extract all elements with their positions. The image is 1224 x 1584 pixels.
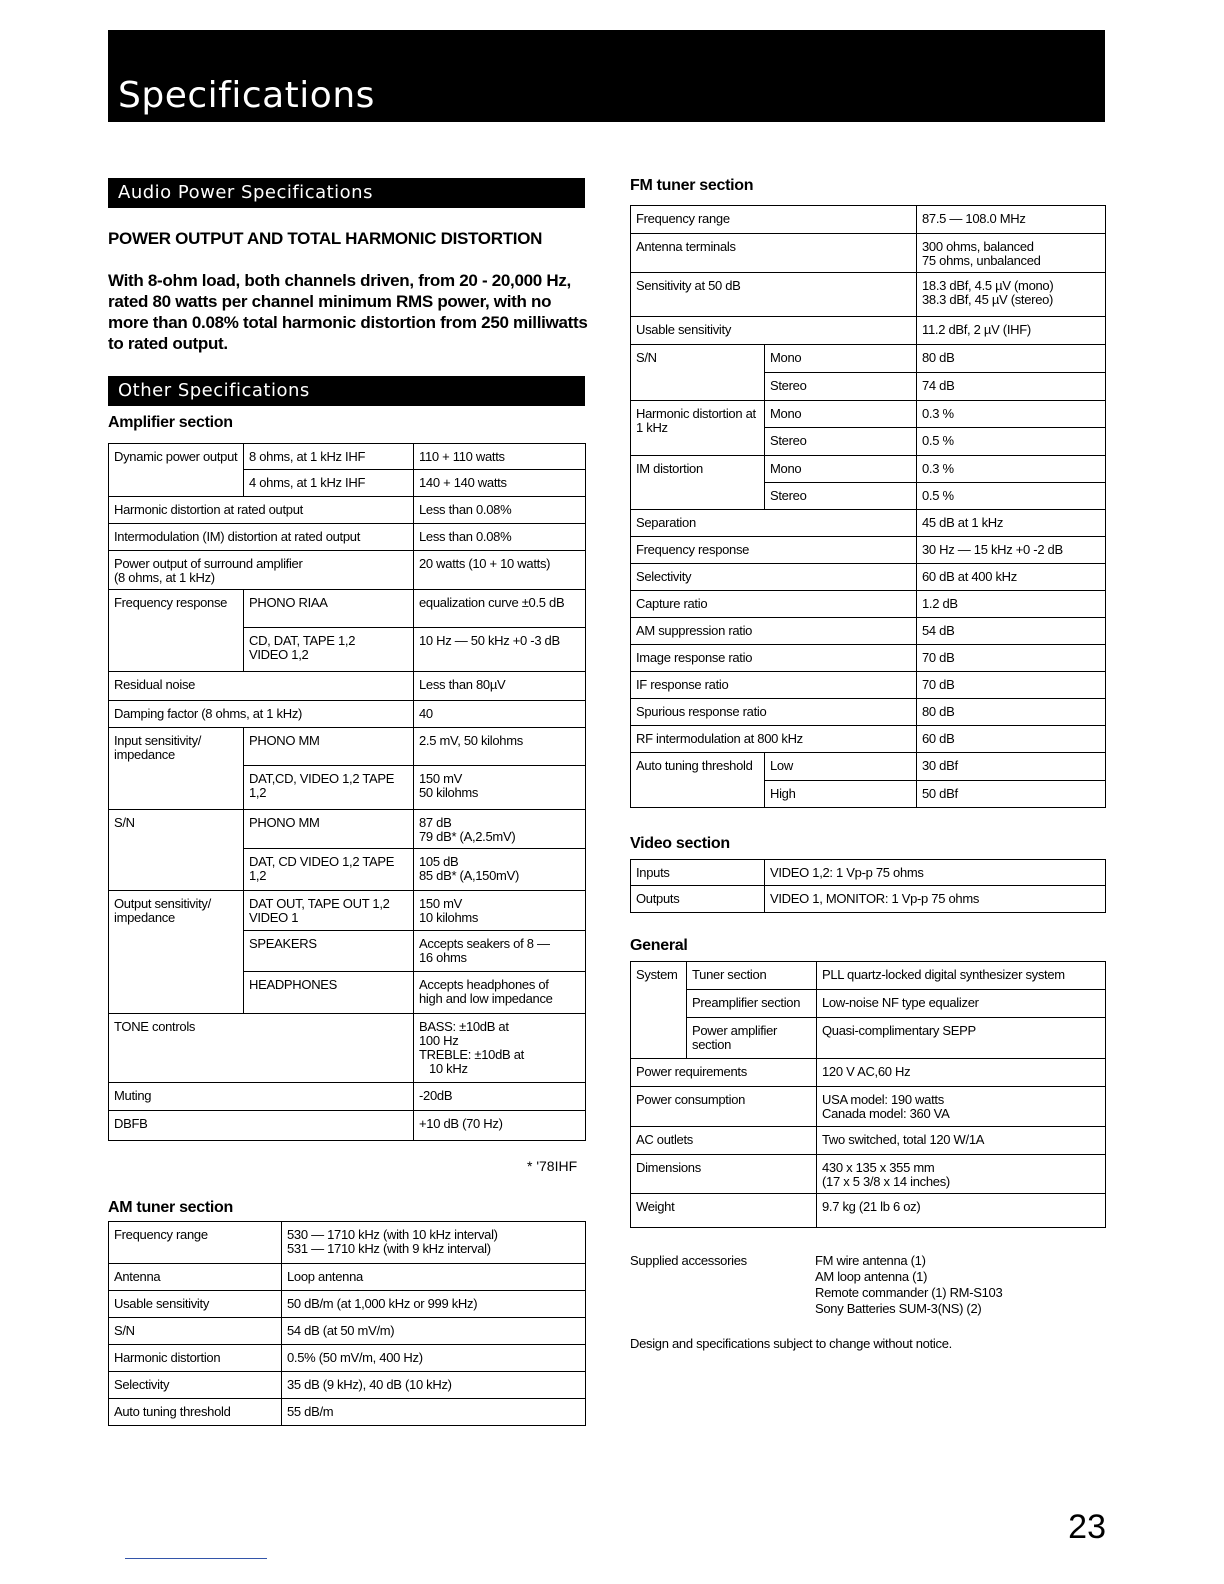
audio-power-bar: Audio Power Specifications xyxy=(108,178,585,208)
list-item: FM wire antenna (1) xyxy=(815,1253,926,1268)
table-cell xyxy=(414,891,586,931)
table-cell: Weight xyxy=(631,1194,817,1228)
table-cell: High xyxy=(765,781,917,808)
table-cell: 140 + 140 watts xyxy=(414,470,586,497)
table-cell: AM suppression ratio xyxy=(631,618,917,645)
table-cell: Harmonic distortion at rated output xyxy=(109,497,414,524)
table-cell: PHONO MM xyxy=(244,810,414,849)
bottom-rule xyxy=(125,1558,267,1559)
table-cell: VIDEO 1, MONITOR: 1 Vp-p 75 ohms xyxy=(765,886,1106,913)
ihf-footnote: * '78IHF xyxy=(527,1158,578,1174)
cell-line: 50 kilohms xyxy=(419,785,479,800)
table-cell xyxy=(244,628,414,672)
table-cell: S/N xyxy=(109,810,244,891)
table-cell: Frequency range xyxy=(631,206,917,234)
cell-line: 16 ohms xyxy=(419,950,467,965)
table-cell: DBFB xyxy=(109,1111,414,1141)
table-cell: Power requirements xyxy=(631,1059,817,1087)
table-cell: 30 dBf xyxy=(917,753,1106,781)
table-cell: Frequency response xyxy=(109,590,244,672)
page-banner xyxy=(108,30,1105,122)
table-cell: Spurious response ratio xyxy=(631,699,917,726)
cell-line: (8 ohms, at 1 kHz) xyxy=(114,570,215,585)
table-cell: 11.2 dBf, 2 µV (IHF) xyxy=(917,317,1106,345)
cell-line: Power output of surround amplifier xyxy=(114,556,303,571)
cell-line: Canada model: 360 VA xyxy=(822,1106,950,1121)
list-item: Remote commander (1) RM-S103 xyxy=(815,1285,1003,1300)
cell-line: 100 Hz xyxy=(419,1033,459,1048)
cell-line: 85 dB* (A,150mV) xyxy=(419,868,519,883)
table-cell xyxy=(817,1087,1106,1127)
table-cell: Stereo xyxy=(765,483,917,510)
table-cell: 0.5% (50 mV/m, 400 Hz) xyxy=(282,1345,586,1372)
table-cell: Damping factor (8 ohms, at 1 kHz) xyxy=(109,701,414,728)
cell-line: 300 ohms, balanced xyxy=(922,239,1034,254)
table-cell: Intermodulation (IM) distortion at rated output xyxy=(109,524,414,551)
table-cell: System xyxy=(631,962,687,1059)
table-cell xyxy=(917,273,1106,317)
table-cell: 70 dB xyxy=(917,672,1106,699)
table-cell: PHONO MM xyxy=(244,728,414,766)
change-notice: Design and specifications subject to change without notice. xyxy=(630,1336,952,1351)
cell-line: 18.3 dBf, 4.5 µV (mono) xyxy=(922,278,1054,293)
table-cell xyxy=(817,1155,1106,1194)
table-cell: 87.5 — 108.0 MHz xyxy=(917,206,1106,234)
table-cell: IM distortion xyxy=(631,456,765,510)
table-cell xyxy=(282,1222,586,1264)
table-cell: 20 watts (10 + 10 watts) xyxy=(414,551,586,590)
table-cell: Muting xyxy=(109,1083,414,1111)
cell-line: 430 x 135 x 355 mm xyxy=(822,1160,935,1175)
page-number: 23 xyxy=(1068,1508,1106,1546)
table-cell xyxy=(414,972,586,1014)
table-cell: 110 + 110 watts xyxy=(414,444,586,470)
cell-line: 1,2 xyxy=(249,785,267,800)
table-cell: Auto tuning threshold xyxy=(109,1399,282,1426)
table-cell: equalization curve ±0.5 dB xyxy=(414,590,586,628)
table-cell: Outputs xyxy=(631,886,765,913)
cell-line: 75 ohms, unbalanced xyxy=(922,253,1041,268)
table-cell xyxy=(414,1014,586,1083)
table-cell: 30 Hz — 15 kHz +0 -2 dB xyxy=(917,537,1106,564)
table-cell: TONE controls xyxy=(109,1014,414,1083)
table-cell: Power amplifier section xyxy=(687,1018,817,1059)
table-cell: Harmonic distortion at 1 kHz xyxy=(631,401,765,456)
cell-line: 79 dB* (A,2.5mV) xyxy=(419,829,516,844)
accessories-list xyxy=(815,1253,1002,1317)
cell-line: 38.3 dBf, 45 µV (stereo) xyxy=(922,292,1054,307)
table-cell: VIDEO 1,2: 1 Vp-p 75 ohms xyxy=(765,860,1106,886)
fm-table xyxy=(630,205,1106,808)
table-cell: Dynamic power output xyxy=(109,444,244,497)
amplifier-section-title: Amplifier section xyxy=(108,414,233,431)
table-cell: Less than 0.08% xyxy=(414,524,586,551)
table-cell xyxy=(244,766,414,810)
table-cell: Less than 80µV xyxy=(414,672,586,701)
table-cell: S/N xyxy=(631,345,765,401)
cell-line: DAT, CD VIDEO 1,2 TAPE xyxy=(249,854,395,869)
fm-section-title: FM tuner section xyxy=(630,177,754,194)
table-cell: S/N xyxy=(109,1318,282,1345)
cell-line: 150 mV xyxy=(419,771,463,786)
table-cell: 80 dB xyxy=(917,345,1106,373)
table-cell: 74 dB xyxy=(917,373,1106,401)
cell-line: 1,2 xyxy=(249,868,267,883)
cell-line: TREBLE: ±10dB at xyxy=(419,1047,524,1062)
table-cell: Harmonic distortion xyxy=(109,1345,282,1372)
table-cell: 55 dB/m xyxy=(282,1399,586,1426)
table-cell: PHONO RIAA xyxy=(244,590,414,628)
table-cell: 1.2 dB xyxy=(917,591,1106,618)
table-cell: 2.5 mV, 50 kilohms xyxy=(414,728,586,766)
table-cell: 50 dB/m (at 1,000 kHz or 999 kHz) xyxy=(282,1291,586,1318)
table-cell: 54 dB (at 50 mV/m) xyxy=(282,1318,586,1345)
cell-line: DAT OUT, TAPE OUT 1,2 xyxy=(249,896,390,911)
list-item: Sony Batteries SUM-3(NS) (2) xyxy=(815,1301,982,1316)
table-cell: Separation xyxy=(631,510,917,537)
table-cell: Tuner section xyxy=(687,962,817,990)
table-cell: Antenna terminals xyxy=(631,234,917,273)
table-cell: Less than 0.08% xyxy=(414,497,586,524)
cell-line: 10 kHz xyxy=(429,1061,468,1076)
table-cell: +10 dB (70 Hz) xyxy=(414,1111,586,1141)
table-cell: Stereo xyxy=(765,428,917,456)
table-cell: RF intermodulation at 800 kHz xyxy=(631,726,917,753)
table-cell: 70 dB xyxy=(917,645,1106,672)
cell-line: 150 mV xyxy=(419,896,463,911)
table-cell: 40 xyxy=(414,701,586,728)
table-cell: Image response ratio xyxy=(631,645,917,672)
table-cell: Preamplifier section xyxy=(687,990,817,1018)
table-cell: 0.3 % xyxy=(917,401,1106,428)
table-cell: 0.5 % xyxy=(917,483,1106,510)
table-cell: Dimensions xyxy=(631,1155,817,1194)
amplifier-table xyxy=(108,443,586,1141)
table-cell: Usable sensitivity xyxy=(631,317,917,345)
general-table xyxy=(630,961,1106,1228)
general-section-title: General xyxy=(630,937,688,954)
am-section-title: AM tuner section xyxy=(108,1199,233,1216)
table-cell: Low-noise NF type equalizer xyxy=(817,990,1106,1018)
table-cell: 0.5 % xyxy=(917,428,1106,456)
table-cell: Loop antenna xyxy=(282,1264,586,1291)
table-cell xyxy=(414,766,586,810)
video-section-title: Video section xyxy=(630,835,730,852)
table-cell: HEADPHONES xyxy=(244,972,414,1014)
table-cell: Mono xyxy=(765,345,917,373)
table-cell: Usable sensitivity xyxy=(109,1291,282,1318)
table-cell: 9.7 kg (21 lb 6 oz) xyxy=(817,1194,1106,1228)
cell-line: high and low impedance xyxy=(419,991,553,1006)
table-cell: Stereo xyxy=(765,373,917,401)
table-cell: PLL quartz-locked digital synthesizer system xyxy=(817,962,1106,990)
list-item: AM loop antenna (1) xyxy=(815,1269,928,1284)
table-cell: Residual noise xyxy=(109,672,414,701)
cell-line: 87 dB xyxy=(419,815,452,830)
power-output-paragraph: With 8-ohm load, both channels driven, from 20 - 20,000 Hz, rated 80 watts per channel minimum RMS power, with no more than 0.08% total harmonic distortion from 250 milliwatts to rated output. xyxy=(108,271,588,353)
table-cell: Selectivity xyxy=(631,564,917,591)
table-cell: Frequency range xyxy=(109,1222,282,1264)
cell-line: VIDEO 1 xyxy=(249,910,299,925)
cell-line: BASS: ±10dB at xyxy=(419,1019,509,1034)
table-cell: 45 dB at 1 kHz xyxy=(917,510,1106,537)
power-output-heading: POWER OUTPUT AND TOTAL HARMONIC DISTORTION xyxy=(108,229,543,248)
table-cell: 35 dB (9 kHz), 40 dB (10 kHz) xyxy=(282,1372,586,1399)
table-cell: Antenna xyxy=(109,1264,282,1291)
table-cell: -20dB xyxy=(414,1083,586,1111)
table-cell: SPEAKERS xyxy=(244,931,414,972)
table-cell xyxy=(414,810,586,849)
table-cell: 4 ohms, at 1 kHz IHF xyxy=(244,470,414,497)
table-cell: 0.3 % xyxy=(917,456,1106,483)
table-cell: Sensitivity at 50 dB xyxy=(631,273,917,317)
table-cell: 80 dB xyxy=(917,699,1106,726)
cell-line: DAT,CD, VIDEO 1,2 TAPE xyxy=(249,771,395,786)
table-cell xyxy=(414,931,586,972)
table-cell xyxy=(414,849,586,891)
am-table xyxy=(108,1221,586,1426)
table-cell: Frequency response xyxy=(631,537,917,564)
cell-line: USA model: 190 watts xyxy=(822,1092,944,1107)
video-table xyxy=(630,859,1106,913)
table-cell: Two switched, total 120 W/1A xyxy=(817,1127,1106,1155)
table-cell xyxy=(109,551,414,590)
table-cell xyxy=(244,849,414,891)
table-cell: 60 dB at 400 kHz xyxy=(917,564,1106,591)
table-cell: 54 dB xyxy=(917,618,1106,645)
other-specs-bar: Other Specifications xyxy=(108,376,585,406)
table-cell: 8 ohms, at 1 kHz IHF xyxy=(244,444,414,470)
table-cell: 60 dB xyxy=(917,726,1106,753)
cell-line: 105 dB xyxy=(419,854,459,869)
table-cell: Inputs xyxy=(631,860,765,886)
table-cell xyxy=(917,234,1106,273)
table-cell: Mono xyxy=(765,401,917,428)
cell-line: 531 — 1710 kHz (with 9 kHz interval) xyxy=(287,1241,491,1256)
table-cell: 50 dBf xyxy=(917,781,1106,808)
table-cell: 120 V AC,60 Hz xyxy=(817,1059,1106,1087)
table-cell: AC outlets xyxy=(631,1127,817,1155)
accessories-label: Supplied accessories xyxy=(630,1253,747,1268)
cell-line: Accepts headphones of xyxy=(419,977,549,992)
cell-line: 10 kilohms xyxy=(419,910,479,925)
cell-line: CD, DAT, TAPE 1,2 xyxy=(249,633,356,648)
table-cell: IF response ratio xyxy=(631,672,917,699)
table-cell: Power consumption xyxy=(631,1087,817,1127)
table-cell: Capture ratio xyxy=(631,591,917,618)
cell-line: VIDEO 1,2 xyxy=(249,647,309,662)
table-cell: Quasi-complimentary SEPP xyxy=(817,1018,1106,1059)
table-cell: Mono xyxy=(765,456,917,483)
table-cell: Low xyxy=(765,753,917,781)
cell-line: (17 x 5 3/8 x 14 inches) xyxy=(822,1174,950,1189)
table-cell: Input sensitivity/ impedance xyxy=(109,728,244,810)
table-cell: 10 Hz — 50 kHz +0 -3 dB xyxy=(414,628,586,672)
table-cell: Auto tuning threshold xyxy=(631,753,765,808)
cell-line: 530 — 1710 kHz (with 10 kHz interval) xyxy=(287,1227,498,1242)
cell-line: Accepts seakers of 8 — xyxy=(419,936,550,951)
page-title: Specifications xyxy=(118,75,375,116)
table-cell xyxy=(244,891,414,931)
table-cell: Selectivity xyxy=(109,1372,282,1399)
table-cell: Output sensitivity/ impedance xyxy=(109,891,244,1014)
